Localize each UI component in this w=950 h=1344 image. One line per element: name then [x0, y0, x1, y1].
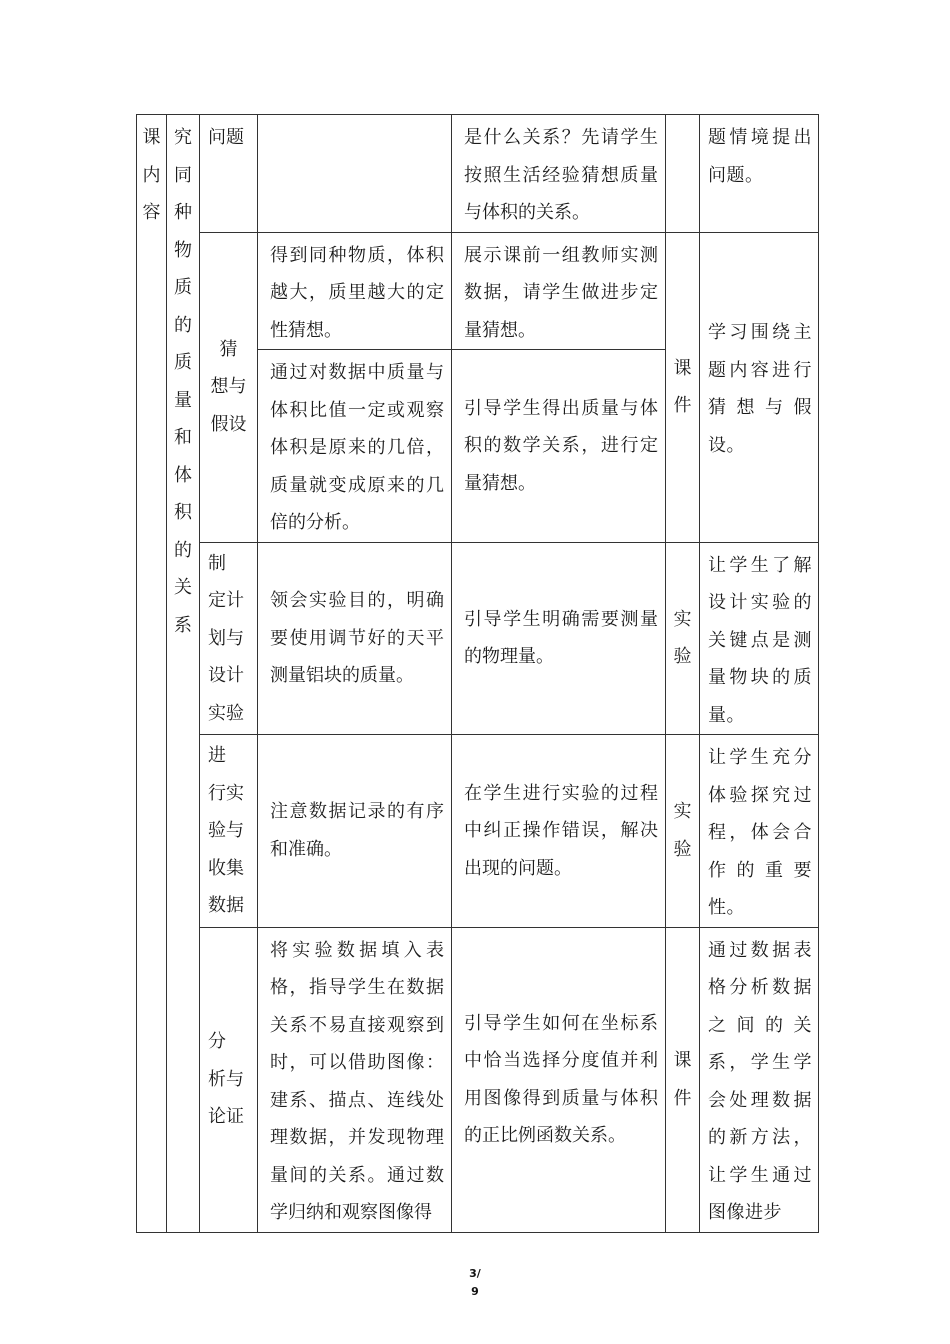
design-intent-cell: 让学生充分体验探究过程，体会合作的重要性。: [700, 735, 819, 928]
stage-label: [204, 545, 253, 733]
vertical-char: 物: [174, 239, 192, 261]
table-row: [137, 542, 819, 735]
vertical-char: 容: [142, 202, 161, 223]
stage-label-line: 收集: [208, 857, 244, 879]
media-cell: [666, 927, 700, 1232]
stage-label-line: 验与: [208, 820, 244, 841]
vertical-char: 种: [174, 202, 192, 223]
stage-label: [204, 737, 253, 925]
student-activity-cell: 得到同种物质，体积越大，质里越大的定性猜想。: [258, 232, 452, 350]
student-activity-cell: 注意数据记录的有序和准确。: [258, 735, 452, 928]
vertical-char: 的: [174, 314, 192, 336]
stage-label-line: 行实: [208, 782, 244, 804]
media-char: 实: [673, 801, 692, 823]
media-char: 件: [673, 395, 692, 416]
stage-label-line: 析与: [208, 1068, 244, 1090]
media-cell: [666, 542, 700, 735]
vertical-char: 同: [174, 164, 192, 186]
student-activity-cell: 通过对数据中质量与体积比值一定或观察体积是原来的几倍，质量就变成原来的几倍的分析。: [258, 350, 452, 543]
lesson-plan-table: [136, 114, 819, 1233]
teacher-activity-cell: 引导学生如何在坐标系中恰当选择分度值并利用图像得到质量与体积的正比例函数关系。: [452, 927, 666, 1232]
stage-label: [204, 1023, 253, 1136]
vertical-char: 究: [174, 127, 192, 148]
section-label-cell: [137, 115, 167, 1233]
stage-label-line: 假设: [210, 413, 247, 435]
student-activity-cell: [258, 115, 452, 233]
media-label: [666, 601, 699, 676]
stage-label-line: 定计: [208, 590, 244, 611]
stage-label-line: 猜: [219, 338, 238, 360]
vertical-char: 的: [174, 539, 192, 561]
stage-label: 问题: [208, 127, 244, 148]
vertical-char: 系: [174, 614, 192, 636]
section-label: [137, 115, 166, 232]
design-intent-cell: 学习围绕主题内容进行猜想与假设。: [700, 232, 819, 542]
stage-label-line: 数据: [208, 895, 244, 916]
vertical-char: 课: [142, 127, 161, 148]
vertical-char: 内: [142, 164, 161, 186]
media-cell: [666, 115, 700, 233]
stage-label-line: 论证: [208, 1106, 244, 1128]
table-row: [137, 232, 819, 350]
vertical-char: 量: [174, 389, 192, 411]
stage-label-line: 分: [208, 1031, 226, 1053]
stage-label-line: 制: [208, 552, 226, 574]
media-char: 验: [673, 646, 692, 668]
vertical-char: 积: [174, 502, 192, 523]
teacher-activity-cell: 引导学生明确需要测量的物理量。: [452, 542, 666, 735]
media-char: 课: [673, 1050, 692, 1071]
stage-label: [204, 331, 253, 444]
design-intent-cell: 题情境提出问题。: [700, 115, 819, 233]
table-row: [137, 115, 819, 233]
stage-cell: [200, 735, 258, 928]
stage-cell: [200, 232, 258, 542]
media-char: 件: [673, 1087, 692, 1109]
vertical-char: 和: [174, 427, 192, 448]
teacher-activity-cell: 是什么关系？先请学生按照生活经验猜想质量与体积的关系。: [452, 115, 666, 233]
vertical-char: 质: [174, 277, 192, 298]
stage-label-line: 划与: [208, 627, 244, 649]
teacher-activity-cell: 在学生进行实验的过程中纠正操作错误，解决出现的问题。: [452, 735, 666, 928]
media-cell: [666, 232, 700, 542]
vertical-char: 关: [174, 577, 192, 598]
stage-cell: [200, 542, 258, 735]
stage-label-line: 想与: [210, 376, 247, 398]
stage-label-line: 实验: [208, 702, 244, 724]
teacher-activity-cell: 引导学生得出质量与体积的数学关系，进行定量猜想。: [452, 350, 666, 543]
media-char: 验: [673, 838, 692, 860]
media-cell: [666, 735, 700, 928]
topic-label: [167, 115, 199, 644]
media-label: [666, 350, 699, 425]
design-intent-cell: 让学生了解设计实验的关键点是测量物块的质量。: [700, 542, 819, 735]
media-label: [666, 1042, 699, 1117]
student-activity-cell: 领会实验目的，明确要使用调节好的天平测量铝块的质量。: [258, 542, 452, 735]
topic-label-cell: [167, 115, 200, 1233]
page-number-line1: 3/: [469, 1267, 481, 1280]
stage-cell: [200, 927, 258, 1232]
vertical-char: 体: [174, 464, 192, 486]
table-row: [137, 927, 819, 1232]
stage-label-line: 设计: [208, 665, 244, 686]
student-activity-cell: 将实验数据填入表格，指导学生在数据关系不易直接观察到时，可以借助图像：建系、描点、连线处理数据，并发现物理量间的关系。通过数学归纳和观察图像得: [258, 927, 452, 1232]
stage-label-line: 进: [208, 745, 226, 766]
page-number-line2: 9: [471, 1285, 479, 1298]
table-row: [137, 735, 819, 928]
media-char: 课: [673, 357, 692, 379]
teacher-activity-cell: 展示课前一组教师实测数据，请学生做进步定量猜想。: [452, 232, 666, 350]
media-char: 实: [673, 608, 692, 630]
stage-cell: [200, 115, 258, 233]
vertical-char: 质: [174, 352, 192, 373]
design-intent-cell: 通过数据表格分析数据之间的关系，学生学会处理数据的新方法，让学生通过图像进步: [700, 927, 819, 1232]
media-label: [666, 793, 699, 868]
